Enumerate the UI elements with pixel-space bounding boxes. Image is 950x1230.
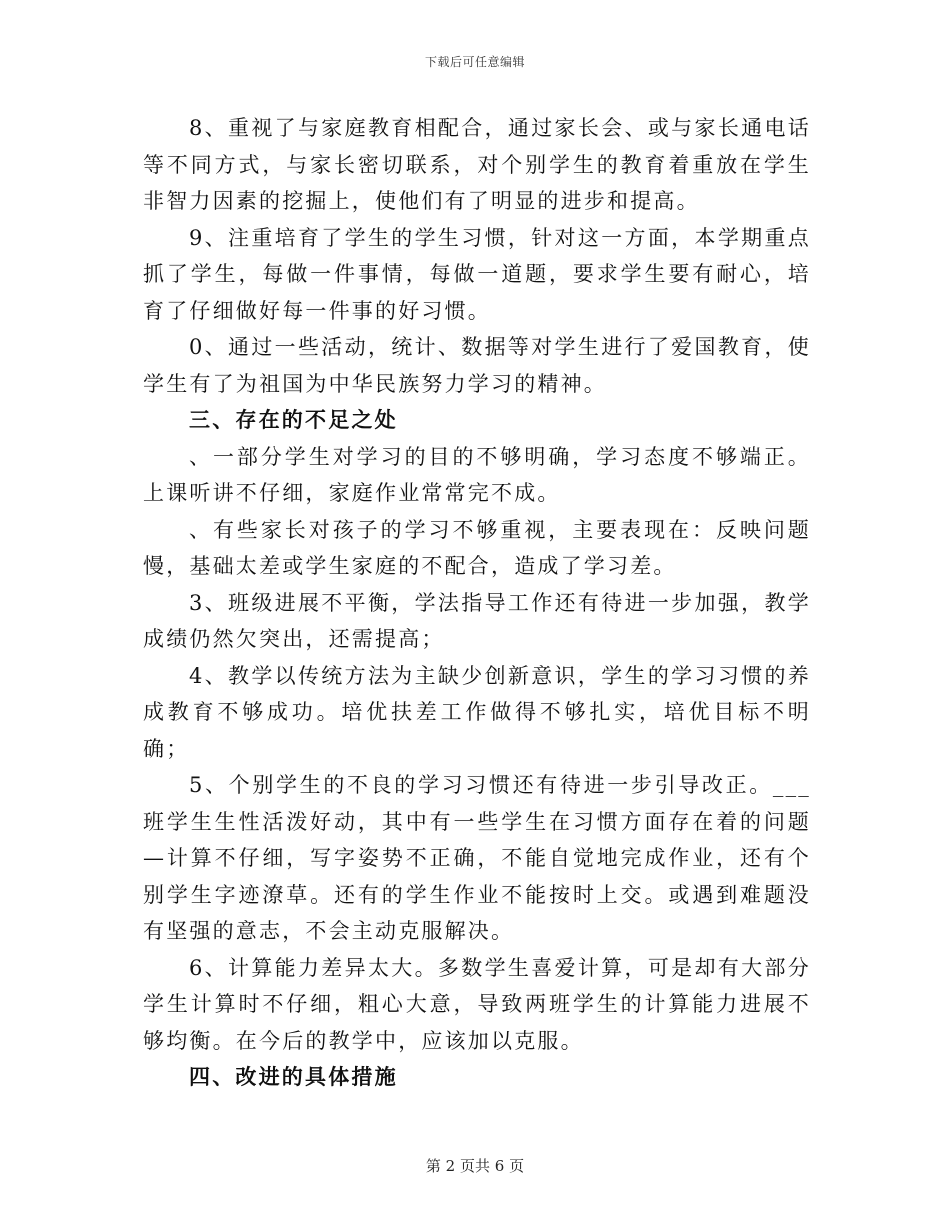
page-header: 下载后可任意编辑	[424, 55, 525, 69]
document-body	[143, 110, 811, 1096]
shortcoming-4: 4、教学以传统方法为主缺少创新意识，学生的学习习惯的养成教育不够成功。培优扶差工作做得不够扎实，培优目标不明确；	[143, 663, 811, 761]
shortcoming-1: 、一部分学生对学习的目的不够明确，学习态度不够端正。上课听讲不仔细，家庭作业常常完不成。	[143, 444, 811, 505]
shortcoming-6: 6、计算能力差异太大。多数学生喜爱计算，可是却有大部分学生计算时不仔细，粗心大意，导致两班学生的计算能力进展不够均衡。在今后的教学中，应该加以克服。	[143, 955, 811, 1053]
paragraph-8: 8、重视了与家庭教育相配合，通过家长会、或与家长通电话等不同方式，与家长密切联系，对个别学生的教育着重放在学生非智力因素的挖掘上，使他们有了明显的进步和提高。	[143, 116, 811, 213]
page-footer: 第 2 页共 6 页	[425, 1157, 525, 1175]
section-heading-4: 四、改进的具体措施	[189, 1064, 398, 1089]
shortcoming-5: 5、个别学生的不良的学习习惯还有待进一步引导改正。___班学生生性活泼好动，其中有一些学生在习惯方面存在着的问题—计算不仔细，写字姿势不正确，不能自觉地完成作业，还有个别学生字迹潦草。还有的学生作业不能按时上交。或遇到难题没有坚强的意志，不会主动克服解决。	[143, 773, 811, 943]
section-heading-3: 三、存在的不足之处	[189, 407, 398, 432]
shortcoming-3: 3、班级进展不平衡，学法指导工作还有待进一步加强，教学成绩仍然欠突出，还需提高；	[143, 590, 811, 651]
paragraph-9: 9、注重培育了学生的学生习惯，针对这一方面，本学期重点抓了学生，每做一件事情，每做一道题，要求学生要有耐心，培育了仔细做好每一件事的好习惯。	[143, 225, 811, 323]
shortcoming-2: 、有些家长对孩子的学习不够重视，主要表现在：反映问题慢，基础太差或学生家庭的不配合，造成了学习差。	[143, 517, 811, 578]
paragraph-10: 0、通过一些活动，统计、数据等对学生进行了爱国教育，使学生有了为祖国为中华民族努力学习的精神。	[143, 335, 811, 396]
